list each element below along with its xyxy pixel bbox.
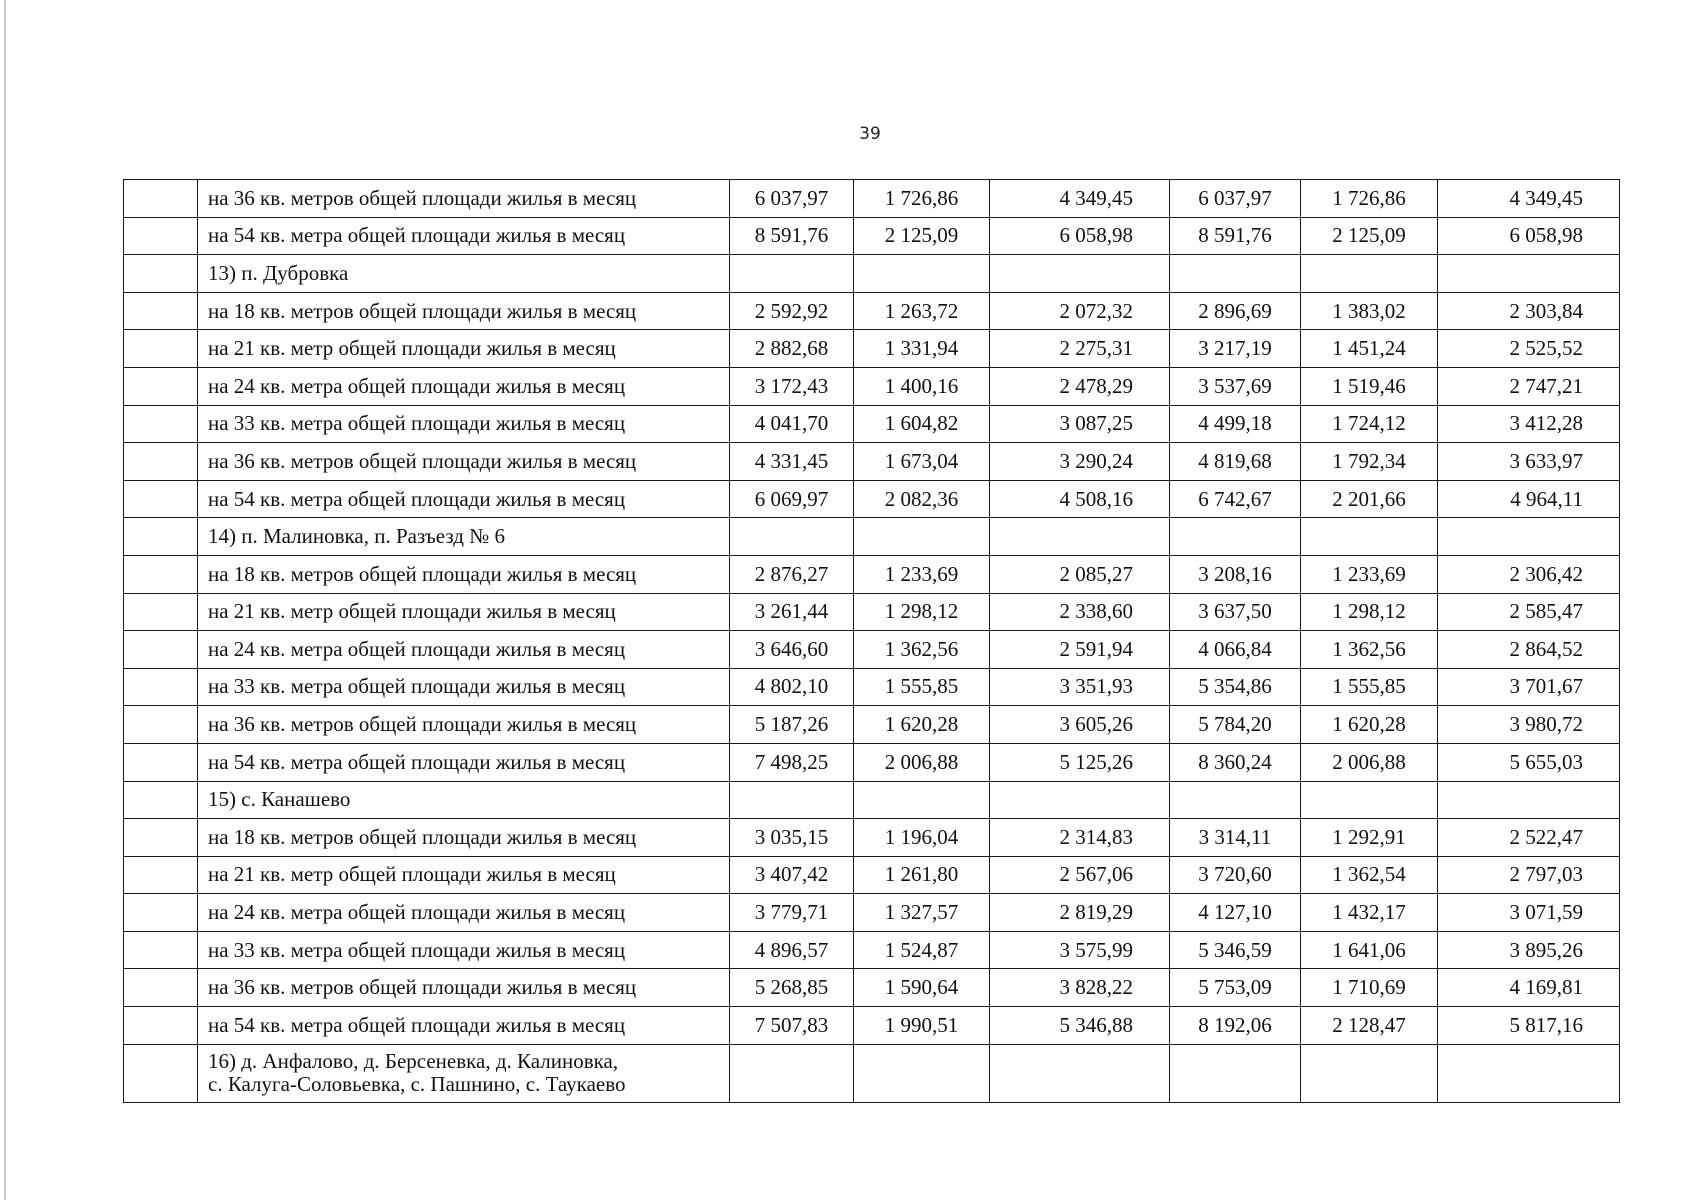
value-cell: 1 710,69: [1301, 969, 1438, 1007]
table-row: [124, 593, 1620, 631]
value-cell: 4 508,16: [990, 480, 1170, 518]
tariff-table-body: [124, 180, 1620, 1103]
table-row: [124, 292, 1620, 330]
row-number-cell: [124, 180, 198, 218]
row-number-cell: [124, 518, 198, 556]
value-cell: 2 819,29: [990, 894, 1170, 932]
value-cell: 6 037,97: [730, 180, 854, 218]
value-cell: 5 784,20: [1170, 706, 1301, 744]
empty-cell: [854, 781, 990, 819]
tariff-table-container: [123, 179, 1619, 1103]
value-cell: 2 797,03: [1438, 856, 1620, 894]
value-cell: 2 314,83: [990, 819, 1170, 857]
group-header-row: [124, 1044, 1620, 1102]
row-number-cell: [124, 743, 198, 781]
table-row: [124, 894, 1620, 932]
value-cell: 2 306,42: [1438, 555, 1620, 593]
empty-cell: [990, 1044, 1170, 1102]
row-label: на 18 кв. метров общей площади жилья в месяц: [198, 819, 730, 857]
value-cell: 4 499,18: [1170, 405, 1301, 443]
value-cell: 1 555,85: [854, 668, 990, 706]
value-cell: 5 125,26: [990, 743, 1170, 781]
table-row: [124, 405, 1620, 443]
row-number-cell: [124, 894, 198, 932]
value-cell: 1 298,12: [854, 593, 990, 631]
tariff-table: [123, 179, 1620, 1103]
table-row: [124, 969, 1620, 1007]
value-cell: 1 383,02: [1301, 292, 1438, 330]
value-cell: 3 351,93: [990, 668, 1170, 706]
value-cell: 1 519,46: [1301, 367, 1438, 405]
value-cell: 3 087,25: [990, 405, 1170, 443]
table-row: [124, 443, 1620, 481]
value-cell: 3 605,26: [990, 706, 1170, 744]
value-cell: 1 990,51: [854, 1007, 990, 1045]
empty-cell: [990, 518, 1170, 556]
scan-left-edge: [4, 0, 6, 1200]
value-cell: 4 127,10: [1170, 894, 1301, 932]
value-cell: 1 726,86: [1301, 180, 1438, 218]
value-cell: 3 646,60: [730, 631, 854, 669]
row-label: на 54 кв. метра общей площади жилья в месяц: [198, 480, 730, 518]
row-label: на 36 кв. метров общей площади жилья в месяц: [198, 180, 730, 218]
value-cell: 2 006,88: [854, 743, 990, 781]
value-cell: 1 620,28: [1301, 706, 1438, 744]
empty-cell: [854, 518, 990, 556]
table-row: [124, 743, 1620, 781]
value-cell: 5 354,86: [1170, 668, 1301, 706]
empty-cell: [1438, 518, 1620, 556]
row-number-cell: [124, 706, 198, 744]
value-cell: 3 779,71: [730, 894, 854, 932]
value-cell: 3 633,97: [1438, 443, 1620, 481]
empty-cell: [730, 255, 854, 293]
table-row: [124, 819, 1620, 857]
row-label: на 33 кв. метра общей площади жилья в месяц: [198, 668, 730, 706]
value-cell: 1 292,91: [1301, 819, 1438, 857]
row-number-cell: [124, 668, 198, 706]
row-number-cell: [124, 856, 198, 894]
row-number-cell: [124, 969, 198, 1007]
group-header-row: [124, 781, 1620, 819]
value-cell: 5 817,16: [1438, 1007, 1620, 1045]
row-label: на 54 кв. метра общей площади жилья в месяц: [198, 1007, 730, 1045]
row-number-cell: [124, 555, 198, 593]
empty-cell: [1438, 1044, 1620, 1102]
value-cell: 6 069,97: [730, 480, 854, 518]
value-cell: 3 217,19: [1170, 330, 1301, 368]
value-cell: 6 058,98: [990, 217, 1170, 255]
row-label: на 24 кв. метра общей площади жилья в месяц: [198, 367, 730, 405]
value-cell: 2 303,84: [1438, 292, 1620, 330]
empty-cell: [1170, 518, 1301, 556]
row-number-cell: [124, 292, 198, 330]
value-cell: 1 233,69: [1301, 555, 1438, 593]
group-label: 14) п. Малиновка, п. Разъезд № 6: [198, 518, 730, 556]
row-label: на 54 кв. метра общей площади жилья в месяц: [198, 217, 730, 255]
value-cell: 2 882,68: [730, 330, 854, 368]
value-cell: 1 327,57: [854, 894, 990, 932]
value-cell: 2 592,92: [730, 292, 854, 330]
empty-cell: [1301, 1044, 1438, 1102]
row-label: на 36 кв. метров общей площади жилья в месяц: [198, 969, 730, 1007]
value-cell: 8 591,76: [1170, 217, 1301, 255]
value-cell: 5 753,09: [1170, 969, 1301, 1007]
value-cell: 3 071,59: [1438, 894, 1620, 932]
value-cell: 4 169,81: [1438, 969, 1620, 1007]
row-number-cell: [124, 405, 198, 443]
value-cell: 4 819,68: [1170, 443, 1301, 481]
value-cell: 2 876,27: [730, 555, 854, 593]
row-label: на 24 кв. метра общей площади жилья в месяц: [198, 894, 730, 932]
value-cell: 3 407,42: [730, 856, 854, 894]
table-row: [124, 480, 1620, 518]
value-cell: 3 035,15: [730, 819, 854, 857]
value-cell: 3 720,60: [1170, 856, 1301, 894]
value-cell: 1 524,87: [854, 931, 990, 969]
value-cell: 4 896,57: [730, 931, 854, 969]
value-cell: 5 268,85: [730, 969, 854, 1007]
value-cell: 2 591,94: [990, 631, 1170, 669]
value-cell: 1 451,24: [1301, 330, 1438, 368]
value-cell: 2 522,47: [1438, 819, 1620, 857]
value-cell: 2 338,60: [990, 593, 1170, 631]
row-label: на 36 кв. метров общей площади жилья в месяц: [198, 706, 730, 744]
value-cell: 1 590,64: [854, 969, 990, 1007]
value-cell: 1 673,04: [854, 443, 990, 481]
value-cell: 2 896,69: [1170, 292, 1301, 330]
row-number-cell: [124, 480, 198, 518]
empty-cell: [854, 255, 990, 293]
row-number-cell: [124, 1007, 198, 1045]
value-cell: 2 125,09: [1301, 217, 1438, 255]
group-label: 13) п. Дубровка: [198, 255, 730, 293]
value-cell: 1 298,12: [1301, 593, 1438, 631]
empty-cell: [1170, 255, 1301, 293]
value-cell: 1 233,69: [854, 555, 990, 593]
value-cell: 3 537,69: [1170, 367, 1301, 405]
row-label: на 54 кв. метра общей площади жилья в месяц: [198, 743, 730, 781]
value-cell: 2 201,66: [1301, 480, 1438, 518]
group-header-row: [124, 255, 1620, 293]
value-cell: 7 507,83: [730, 1007, 854, 1045]
value-cell: 1 362,54: [1301, 856, 1438, 894]
value-cell: 3 172,43: [730, 367, 854, 405]
value-cell: 2 072,32: [990, 292, 1170, 330]
row-number-cell: [124, 819, 198, 857]
empty-cell: [1301, 255, 1438, 293]
value-cell: 1 726,86: [854, 180, 990, 218]
value-cell: 2 085,27: [990, 555, 1170, 593]
table-row: [124, 1007, 1620, 1045]
row-label: на 24 кв. метра общей площади жилья в месяц: [198, 631, 730, 669]
row-number-cell: [124, 217, 198, 255]
empty-cell: [1170, 781, 1301, 819]
value-cell: 1 196,04: [854, 819, 990, 857]
empty-cell: [730, 781, 854, 819]
value-cell: 4 802,10: [730, 668, 854, 706]
value-cell: 4 041,70: [730, 405, 854, 443]
value-cell: 3 314,11: [1170, 819, 1301, 857]
value-cell: 1 261,80: [854, 856, 990, 894]
group-label: 15) с. Канашево: [198, 781, 730, 819]
row-label: на 21 кв. метр общей площади жилья в месяц: [198, 593, 730, 631]
row-number-cell: [124, 443, 198, 481]
row-label: на 33 кв. метра общей площади жилья в месяц: [198, 931, 730, 969]
value-cell: 3 701,67: [1438, 668, 1620, 706]
value-cell: 6 058,98: [1438, 217, 1620, 255]
row-label: на 21 кв. метр общей площади жилья в месяц: [198, 330, 730, 368]
empty-cell: [1438, 781, 1620, 819]
empty-cell: [1438, 255, 1620, 293]
value-cell: 4 349,45: [990, 180, 1170, 218]
table-row: [124, 367, 1620, 405]
value-cell: 5 346,59: [1170, 931, 1301, 969]
value-cell: 3 261,44: [730, 593, 854, 631]
value-cell: 1 555,85: [1301, 668, 1438, 706]
value-cell: 3 208,16: [1170, 555, 1301, 593]
value-cell: 3 895,26: [1438, 931, 1620, 969]
row-number-cell: [124, 593, 198, 631]
value-cell: 3 828,22: [990, 969, 1170, 1007]
value-cell: 1 432,17: [1301, 894, 1438, 932]
empty-cell: [1301, 518, 1438, 556]
table-row: [124, 668, 1620, 706]
empty-cell: [854, 1044, 990, 1102]
empty-cell: [990, 255, 1170, 293]
row-number-cell: [124, 255, 198, 293]
value-cell: 1 400,16: [854, 367, 990, 405]
table-row: [124, 931, 1620, 969]
value-cell: 1 604,82: [854, 405, 990, 443]
row-number-cell: [124, 931, 198, 969]
row-number-cell: [124, 367, 198, 405]
empty-cell: [730, 518, 854, 556]
empty-cell: [990, 781, 1170, 819]
table-row: [124, 555, 1620, 593]
value-cell: 2 478,29: [990, 367, 1170, 405]
table-row: [124, 330, 1620, 368]
row-number-cell: [124, 1044, 198, 1102]
row-label: на 21 кв. метр общей площади жилья в месяц: [198, 856, 730, 894]
row-label: на 36 кв. метров общей площади жилья в месяц: [198, 443, 730, 481]
value-cell: 5 655,03: [1438, 743, 1620, 781]
table-row: [124, 217, 1620, 255]
value-cell: 3 412,28: [1438, 405, 1620, 443]
value-cell: 5 187,26: [730, 706, 854, 744]
value-cell: 4 066,84: [1170, 631, 1301, 669]
row-number-cell: [124, 330, 198, 368]
value-cell: 7 498,25: [730, 743, 854, 781]
value-cell: 2 864,52: [1438, 631, 1620, 669]
value-cell: 1 724,12: [1301, 405, 1438, 443]
value-cell: 2 525,52: [1438, 330, 1620, 368]
value-cell: 3 290,24: [990, 443, 1170, 481]
row-label: на 18 кв. метров общей площади жилья в месяц: [198, 292, 730, 330]
value-cell: 2 567,06: [990, 856, 1170, 894]
group-header-row: [124, 518, 1620, 556]
empty-cell: [730, 1044, 854, 1102]
value-cell: 1 362,56: [1301, 631, 1438, 669]
value-cell: 1 641,06: [1301, 931, 1438, 969]
table-row: [124, 706, 1620, 744]
value-cell: 4 349,45: [1438, 180, 1620, 218]
page-number: 39: [859, 124, 881, 144]
group-label-line: с. Калуга-Соловьевка, с. Пашнино, с. Таукаево: [208, 1072, 626, 1097]
value-cell: 4 331,45: [730, 443, 854, 481]
value-cell: 1 331,94: [854, 330, 990, 368]
value-cell: 1 792,34: [1301, 443, 1438, 481]
value-cell: 2 125,09: [854, 217, 990, 255]
value-cell: 6 037,97: [1170, 180, 1301, 218]
table-row: [124, 180, 1620, 218]
value-cell: 8 360,24: [1170, 743, 1301, 781]
value-cell: 3 575,99: [990, 931, 1170, 969]
row-number-cell: [124, 781, 198, 819]
row-number-cell: [124, 631, 198, 669]
value-cell: 1 362,56: [854, 631, 990, 669]
value-cell: 3 637,50: [1170, 593, 1301, 631]
value-cell: 6 742,67: [1170, 480, 1301, 518]
value-cell: 2 585,47: [1438, 593, 1620, 631]
empty-cell: [1170, 1044, 1301, 1102]
value-cell: 2 128,47: [1301, 1007, 1438, 1045]
table-row: [124, 631, 1620, 669]
value-cell: 3 980,72: [1438, 706, 1620, 744]
value-cell: 1 263,72: [854, 292, 990, 330]
row-label: на 33 кв. метра общей площади жилья в месяц: [198, 405, 730, 443]
value-cell: 5 346,88: [990, 1007, 1170, 1045]
value-cell: 2 082,36: [854, 480, 990, 518]
value-cell: 2 275,31: [990, 330, 1170, 368]
group-label: [198, 1044, 730, 1102]
table-row: [124, 856, 1620, 894]
group-label-line: 16) д. Анфалово, д. Берсеневка, д. Калиновка,: [208, 1048, 619, 1073]
value-cell: 8 591,76: [730, 217, 854, 255]
value-cell: 2 006,88: [1301, 743, 1438, 781]
empty-cell: [1301, 781, 1438, 819]
value-cell: 4 964,11: [1438, 480, 1620, 518]
row-label: на 18 кв. метров общей площади жилья в месяц: [198, 555, 730, 593]
value-cell: 2 747,21: [1438, 367, 1620, 405]
value-cell: 1 620,28: [854, 706, 990, 744]
value-cell: 8 192,06: [1170, 1007, 1301, 1045]
